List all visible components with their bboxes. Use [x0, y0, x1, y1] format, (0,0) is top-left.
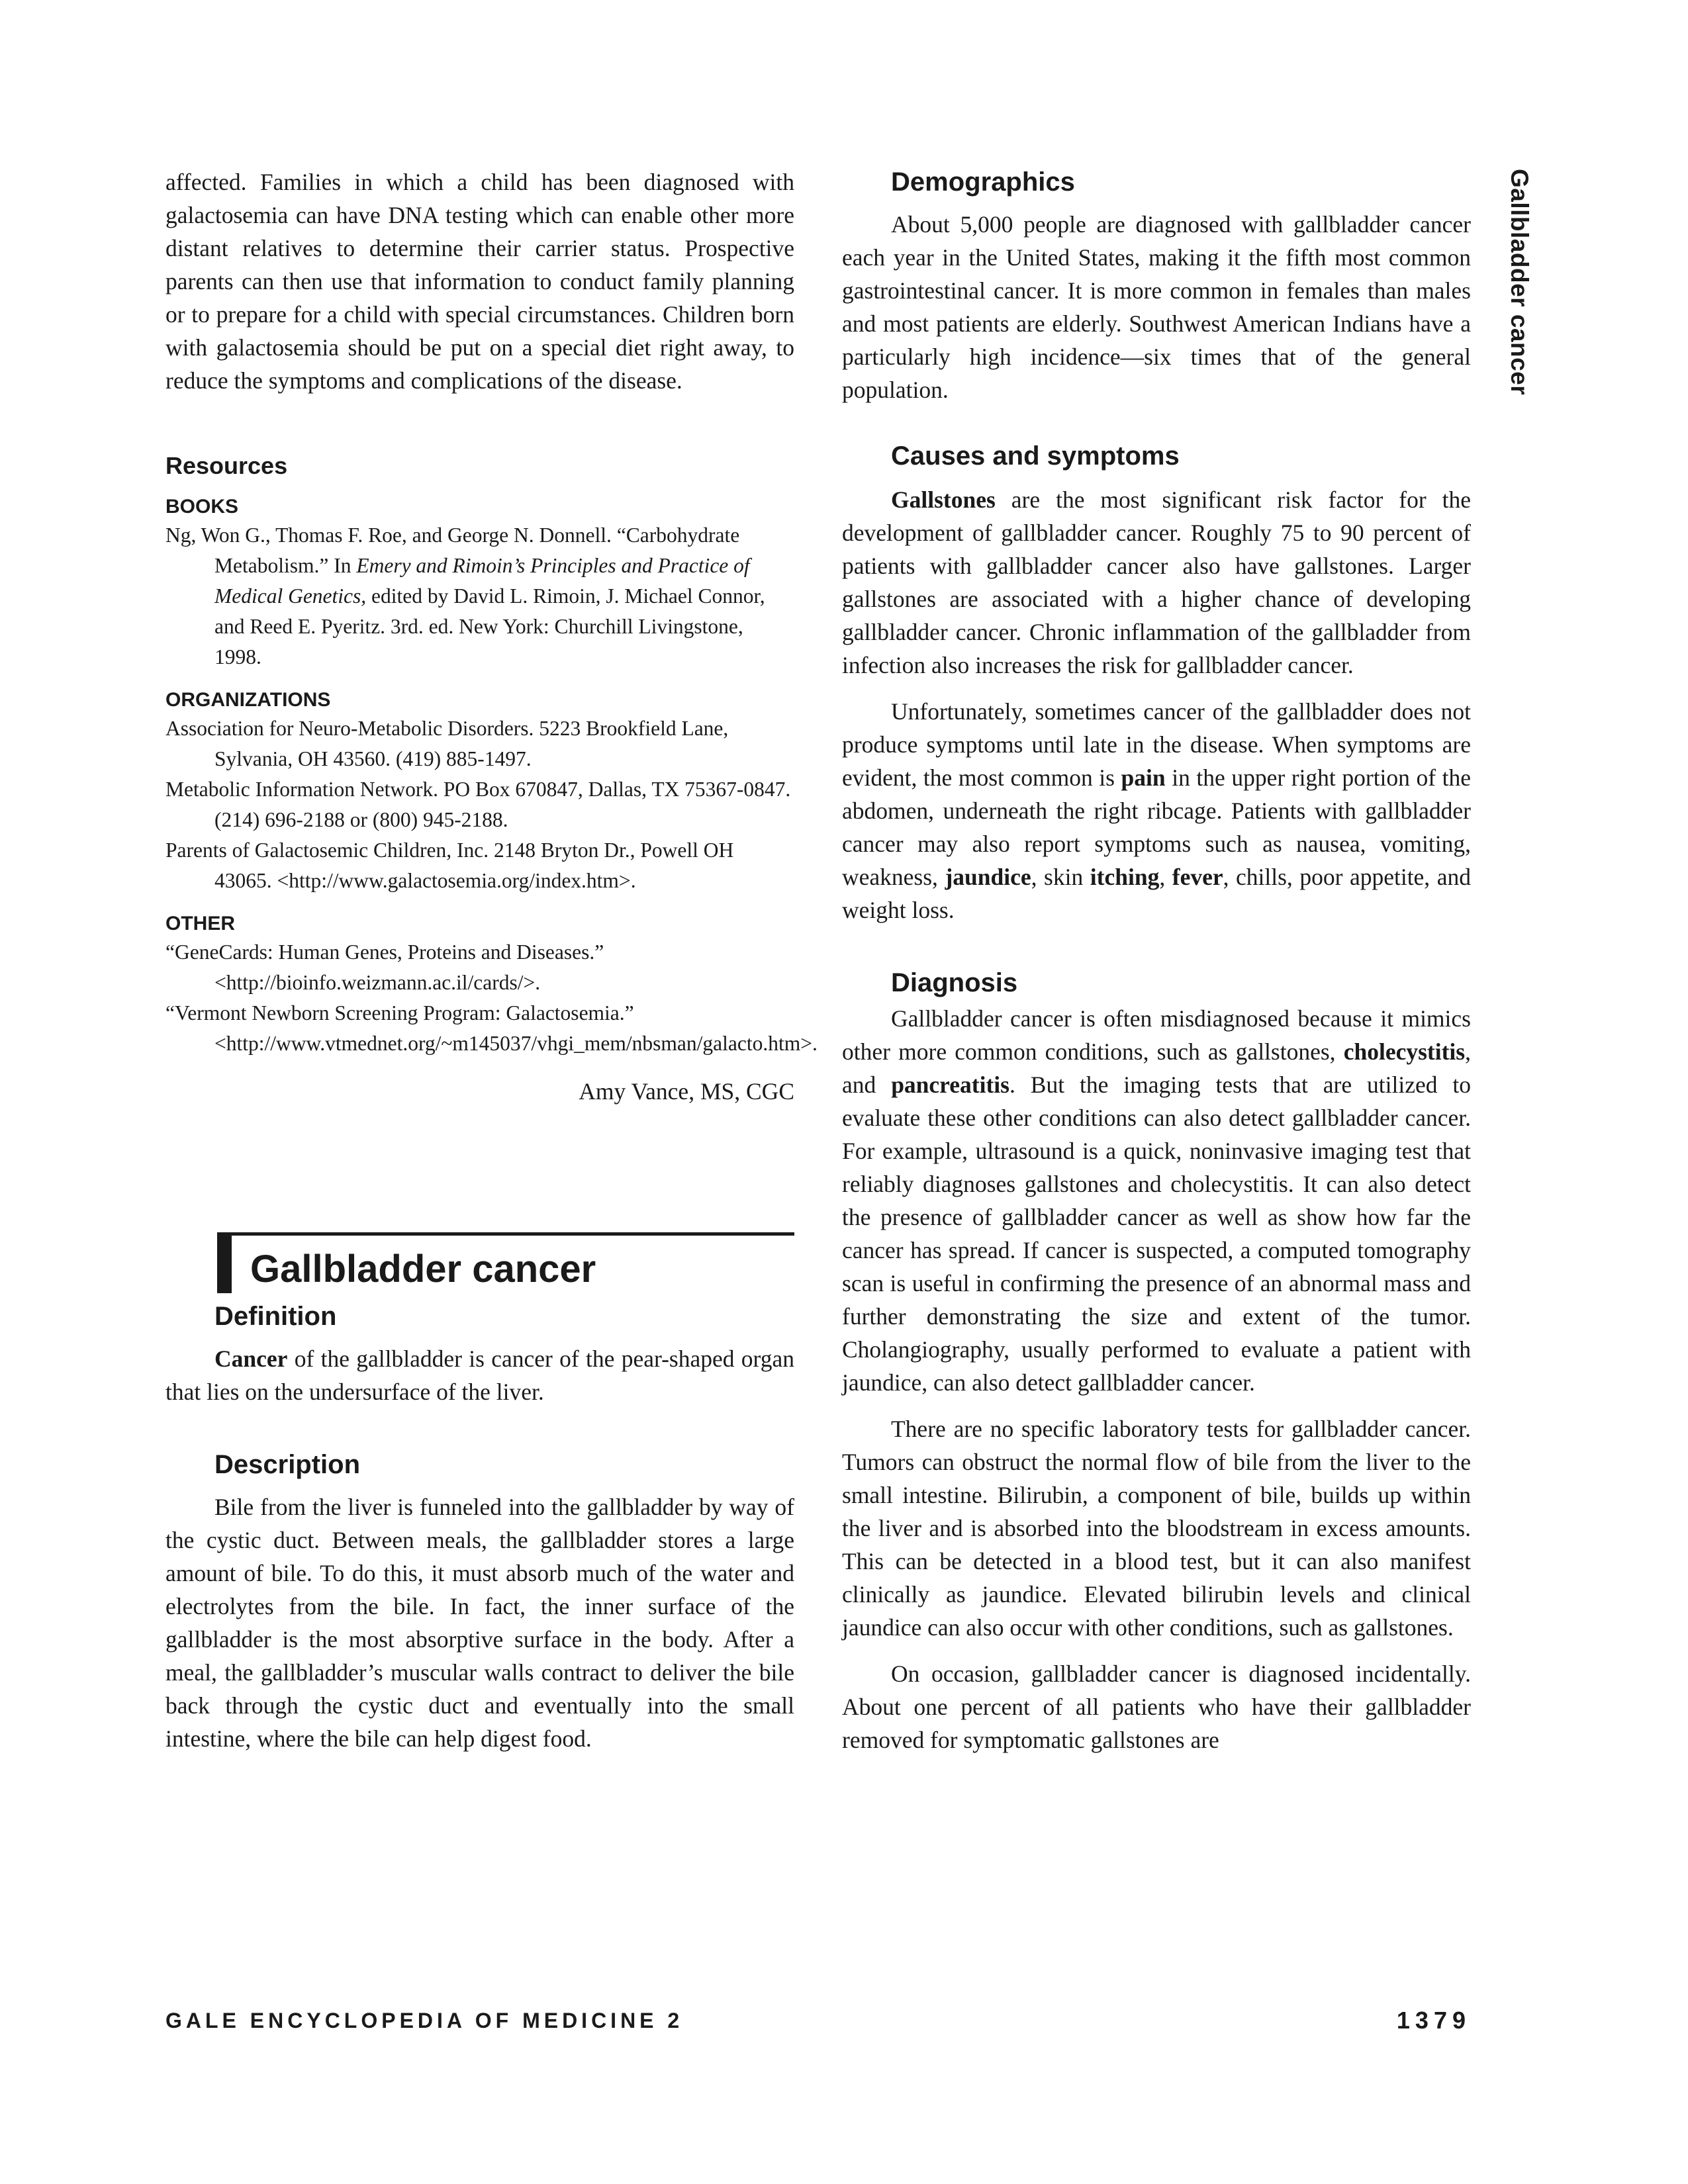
diagnosis-paragraph-3: On occasion, gallbladder cancer is diagnosed incidentally. About one percent of all patients who have their gallbladder removed for symptomatic gallstones are — [842, 1661, 1471, 1753]
footer-publication: GALE ENCYCLOPEDIA OF MEDICINE 2 — [165, 2009, 684, 2032]
entry-title: Gallbladder cancer — [250, 1248, 596, 1291]
term-pancreatitis: pancreatitis — [891, 1071, 1009, 1098]
diagnosis-heading: Diagnosis — [891, 968, 1018, 997]
entry-header — [165, 1232, 794, 1293]
diagnosis-text: Gallbladder cancer is often misdiagnosed because it mimics other more common conditions, such as gallstones, — [842, 1005, 1471, 1065]
entry-bar — [217, 1232, 232, 1293]
causes-paragraph-2 — [842, 695, 1471, 927]
causes-text: Unfortunately, sometimes cancer of the gallbladder does not produce symptoms until late in the disease. When symptoms are evident, the most common is — [842, 698, 1471, 791]
other-heading: OTHER — [165, 913, 235, 934]
demographics-heading: Demographics — [891, 167, 1075, 197]
right-column — [842, 165, 1471, 1756]
diagnosis-paragraph-2: There are no specific laboratory tests for gallbladder cancer. Tumors can obstruct the normal flow of bile from the liver to the small intestine. Bilirubin, a component of bile, builds up within the liver and is absorbed into the bloodstream in excess amounts. This can be detected in a blood test, but it can also manifest clinically as jaundice. Elevated bilirubin levels and clinical jaundice can also occur with other conditions, such as gallstones. — [842, 1416, 1471, 1641]
demographics-paragraph: About 5,000 people are diagnosed with gallbladder cancer each year in the United States, making it the fifth most common gastrointestinal cancer. It is more common in females than males and most patients are elderly. Southwest American Indians have a particularly high incidence—six times that of the general population. — [842, 211, 1471, 403]
term-pain: pain — [1121, 764, 1166, 791]
definition-heading: Definition — [214, 1302, 337, 1331]
article-author: Amy Vance, MS, CGC — [579, 1078, 794, 1105]
diagnosis-text: , and — [842, 1038, 1471, 1098]
term-gallstones: Gallstones — [891, 486, 996, 513]
page-number: 1379 — [1396, 2007, 1471, 2034]
description-paragraph: Bile from the liver is funneled into the gallbladder by way of the cystic duct. Between meals, the gallbladder stores a large amount of bile. To do this, it must absorb much of the water and electrolytes from the bile. In fact, the inner surface of the gallbladder is the most absorptive surface in the body. After a meal, the gallbladder’s muscular walls contract to deliver the bile back through the cystic duct and eventually into the small intestine, where the bile can help digest food. — [165, 1494, 794, 1752]
causes-text: , — [1159, 864, 1172, 890]
organization-item: Association for Neuro-Metabolic Disorders. 5223 Brookfield Lane, Sylvania, OH 43560. (419) 885-1497. — [165, 717, 729, 770]
definition-term: Cancer — [214, 1345, 288, 1372]
organization-item: Metabolic Information Network. PO Box 670847, Dallas, TX 75367-0847. (214) 696-2188 or (800) 945-2188. — [165, 778, 791, 831]
other-item: “Vermont Newborn Screening Program: Galactosemia.” <http://www.vtmednet.org/~m145037/vhgi_mem/nbsman/galacto.htm>. — [165, 1001, 818, 1055]
causes-text: in the upper right portion of the abdomen, underneath the right ribcage. Patients with gallbladder cancer may also report symptoms such as nausea, vomiting, weakness, — [842, 764, 1471, 890]
organization-item: Parents of Galactosemic Children, Inc. 2148 Bryton Dr., Powell OH 43065. <http://www.galactosemia.org/index.htm>. — [165, 839, 734, 892]
running-header: Gallbladder cancer — [1506, 169, 1533, 396]
term-cholecystitis: cholecystitis — [1343, 1038, 1466, 1065]
diagnosis-text: . But the imaging tests that are utilized to evaluate these other conditions can also detect gallbladder cancer. For example, ultrasound is a quick, noninvasive imaging test that reliably diagnoses gallstones and cholecystitis. It can also detect the presence of gallbladder cancer as well as show how far the cancer has spread. If cancer is suspected, a computed tomography scan is useful in confirming the presence of an abnormal mass and further demonstrating the size and extent of the tumor. Cholangiography, usually performed to evaluate a patient with jaundice, can also detect gallbladder cancer. — [842, 1071, 1472, 1396]
book-ref-text-end: edited by David L. Rimoin, J. Michael Connor, and Reed E. Pyeritz. 3rd. ed. New York: Churchill Livingstone, 1998. — [214, 584, 765, 668]
book-reference — [165, 520, 794, 672]
description-heading: Description — [214, 1450, 361, 1479]
causes-text: , chills, poor appetite, and weight loss. — [842, 864, 1471, 923]
diagnosis-paragraph-1 — [842, 1002, 1471, 1399]
causes-paragraph-1 — [842, 483, 1471, 682]
organizations-heading: ORGANIZATIONS — [165, 689, 331, 711]
term-jaundice: jaundice — [945, 864, 1031, 890]
resources-heading: Resources — [165, 452, 288, 479]
intro-paragraph: affected. Families in which a child has been diagnosed with galactosemia can have DNA testing which can enable other more distant relatives to determine their carrier status. Prospective parents can then use that information to conduct family planning or to prepare for a child with special circumstances. Children born with galactosemia should be put on a special diet right away, to reduce the symptoms and complications of the disease. — [165, 169, 794, 394]
causes-heading: Causes and symptoms — [891, 441, 1180, 471]
left-column — [165, 165, 818, 1755]
definition-paragraph — [165, 1342, 794, 1408]
term-itching: itching — [1090, 864, 1160, 890]
causes-text: are the most significant risk factor for the development of gallbladder cancer. Roughly 75 to 90 percent of patients with gallbladder cancer also have gallstones. Larger gallstones are associated with a higher chance of developing gallbladder cancer. Chronic inflammation of the gallbladder from infection also increases the risk for gallbladder cancer. — [842, 486, 1471, 678]
other-item: “GeneCards: Human Genes, Proteins and Diseases.” <http://bioinfo.weizmann.ac.il/cards/>. — [165, 940, 604, 994]
causes-text: , skin — [1031, 864, 1090, 890]
books-heading: BOOKS — [165, 496, 239, 518]
definition-text: of the gallbladder is cancer of the pear-shaped organ that lies on the undersurface of the liver. — [165, 1345, 794, 1405]
term-fever: fever — [1172, 864, 1223, 890]
entry-rule — [217, 1232, 794, 1236]
book-ref-title: Emery and Rimoin’s Principles and Practice of Medical Genetics, — [214, 554, 750, 608]
book-ref-text: Ng, Won G., Thomas F. Roe, and George N. Donnell. “Carbohydrate Metabolism.” In — [165, 523, 740, 577]
